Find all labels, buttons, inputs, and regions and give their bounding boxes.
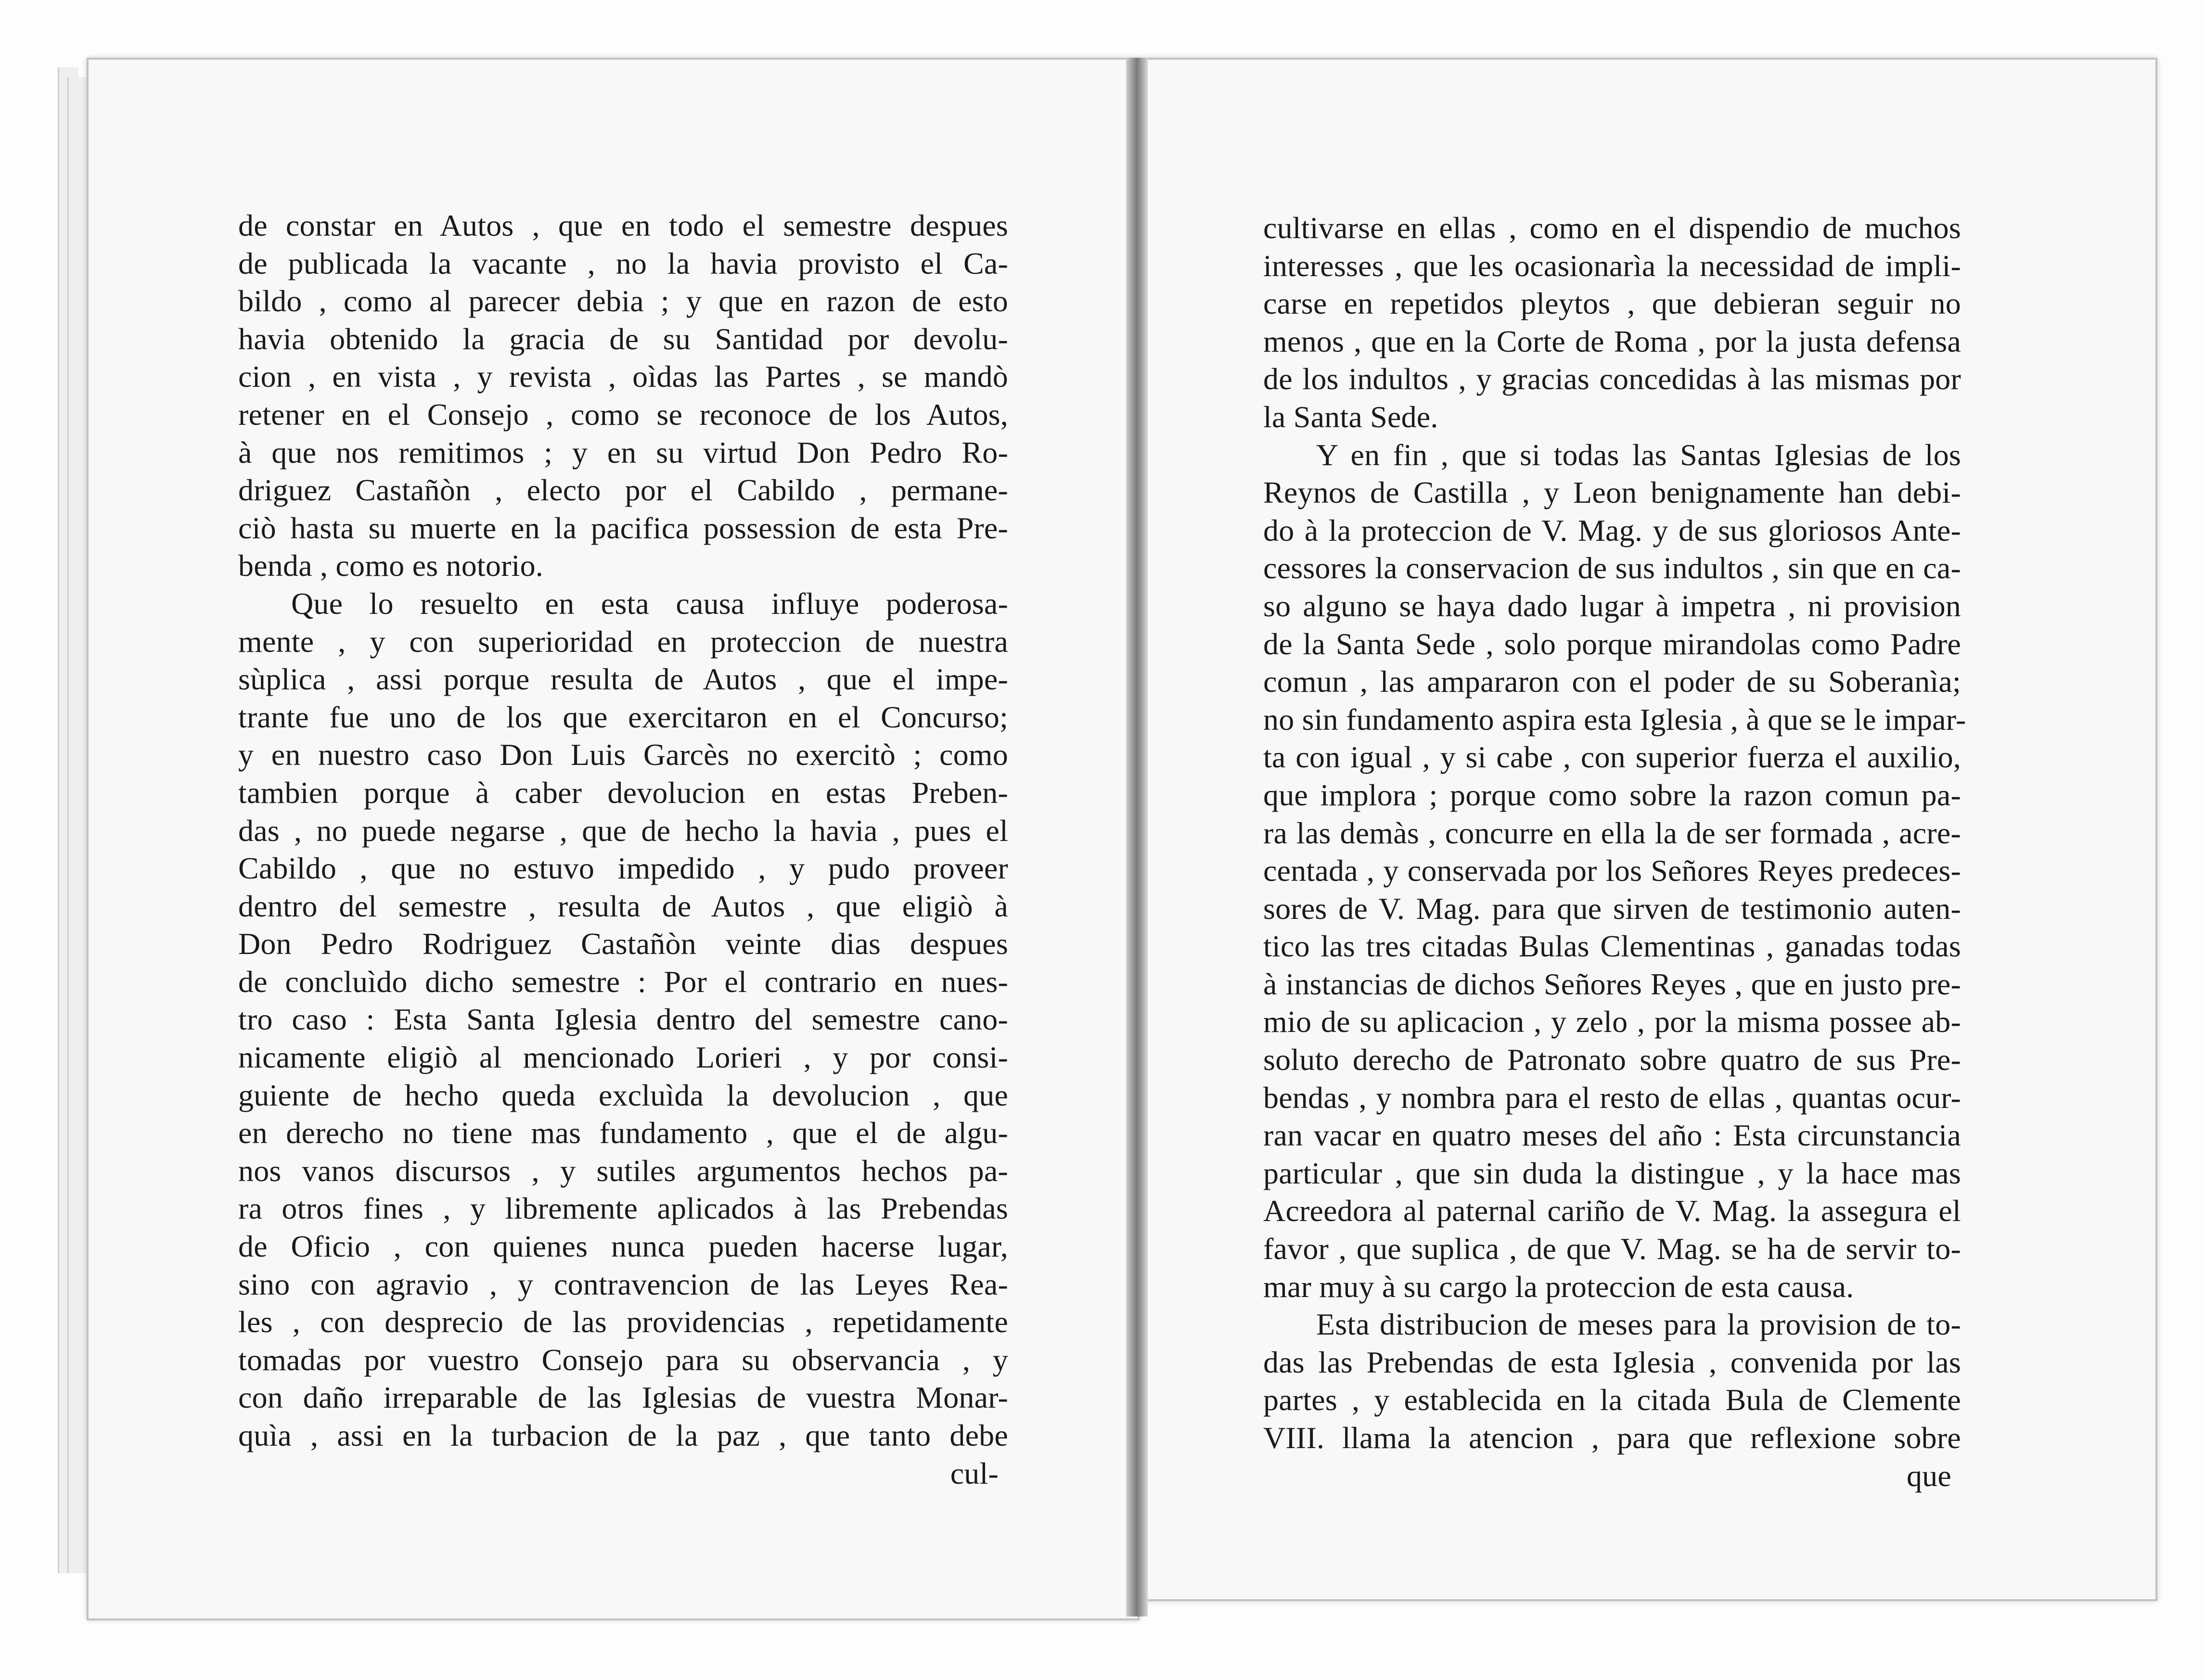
left-page-text xyxy=(238,207,1008,1492)
paragraph-start: Esta distribucion de meses para la provision de to- xyxy=(1316,1307,1961,1342)
text-line: nos vanos discursos , y sutiles argumentos hechos pa- xyxy=(238,1153,1008,1188)
text-line: les , con desprecio de las providencias , repetidamente xyxy=(238,1305,1008,1339)
book-gutter xyxy=(1126,58,1148,1616)
text-line: à que nos remitimos ; y en su virtud Don Pedro Ro- xyxy=(238,435,1008,470)
text-line: havia obtenido la gracia de su Santidad por devolu- xyxy=(238,321,1008,356)
text-line: particular , que sin duda la distingue , y la hace mas xyxy=(1263,1156,1961,1190)
text-line: menos , que en la Corte de Roma , por la justa defensa xyxy=(1263,324,1961,358)
text-line: do à la proteccion de V. Mag. y de sus gloriosos Ante- xyxy=(1263,513,1961,547)
paragraph-start: Que lo resuelto en esta causa influye poderosa- xyxy=(291,586,1008,621)
text-line: tico las tres citadas Bulas Clementinas , ganadas todas xyxy=(1263,929,1961,964)
text-line: interesses , que les ocasionarìa la necessidad de impli- xyxy=(1263,248,1961,283)
text-line: Acreedora al paternal cariño de V. Mag. la assegura el xyxy=(1263,1194,1961,1228)
text-line: tro caso : Esta Santa Iglesia dentro del semestre cano- xyxy=(238,1002,1008,1037)
text-line: guiente de hecho queda excluìda la devolucion , que xyxy=(238,1078,1008,1112)
text-line: favor , que suplica , de que V. Mag. se ha de servir to- xyxy=(1263,1232,1961,1266)
text-line: sores de V. Mag. para que sirven de testimonio auten- xyxy=(1263,891,1961,926)
text-line: VIII. llama la atencion , para que reflexione sobre xyxy=(1263,1421,1961,1455)
text-line: benda , como es notorio. xyxy=(238,548,543,583)
text-line: ra las demàs , concurre en ella la de ser formada , acre- xyxy=(1263,815,1961,850)
text-line: nicamente eligiò al mencionado Lorieri , y por consi- xyxy=(238,1040,1008,1075)
text-line: de concluìdo dicho semestre : Por el contrario en nues- xyxy=(238,964,1008,999)
text-line: so alguno se haya dado lugar à impetra , ni provision xyxy=(1263,588,1961,623)
text-line: partes , y establecida en la citada Bula de Clemente xyxy=(1263,1383,1961,1417)
text-line: mar muy à su cargo la proteccion de esta causa. xyxy=(1263,1269,1854,1304)
text-line: cion , en vista , y revista , oìdas las Partes , se mandò xyxy=(238,359,1008,394)
text-line: trante fue uno de los que exercitaron en el Concurso; xyxy=(238,700,1008,734)
text-line: tomadas por vuestro Consejo para su observancia , y xyxy=(238,1342,1008,1377)
text-line: Cabildo , que no estuvo impedido , y pudo proveer xyxy=(238,851,1008,886)
text-line: de constar en Autos , que en todo el semestre despues xyxy=(238,208,1008,242)
text-line: bendas , y nombra para el resto de ellas , quantas ocur- xyxy=(1263,1080,1961,1115)
text-line: y en nuestro caso Don Luis Garcès no exercitò ; como xyxy=(238,738,1008,772)
text-line: mente , y con superioridad en proteccion de nuestra xyxy=(238,624,1008,659)
catchword: que xyxy=(1906,1458,1951,1493)
text-line: bildo , como al parecer debia ; y que en razon de esto xyxy=(238,284,1008,318)
text-line: ta con igual , y si cabe , con superior fuerza el auxilio, xyxy=(1263,740,1961,775)
text-line: cultivarse en ellas , como en el dispendio de muchos xyxy=(1263,211,1961,245)
leaf-edge xyxy=(67,77,88,1573)
text-line: que implora ; porque como sobre la razon comun pa- xyxy=(1263,777,1961,812)
text-line: centada , y conservada por los Señores Reyes predeces- xyxy=(1263,853,1961,888)
text-line: Reynos de Castilla , y Leon benignamente han debi- xyxy=(1263,475,1961,510)
text-line: de la Santa Sede , solo porque mirandolas como Padre xyxy=(1263,626,1961,661)
text-line: mio de su aplicacion , y zelo , por la misma possee ab- xyxy=(1263,1005,1961,1039)
text-line: de los indultos , y gracias concedidas à las mismas por xyxy=(1263,362,1961,396)
text-line: à instancias de dichos Señores Reyes , que en justo pre- xyxy=(1263,967,1961,1001)
text-line: con daño irreparable de las Iglesias de vuestra Monar- xyxy=(238,1380,1008,1415)
text-line: retener en el Consejo , como se reconoce de los Autos, xyxy=(238,397,1008,432)
text-line: carse en repetidos pleytos , que debieran seguir no xyxy=(1263,286,1961,321)
text-line: quìa , assi en la turbacion de la paz , que tanto debe xyxy=(238,1418,1008,1452)
text-line: ran vacar en quatro meses del año : Esta circunstancia xyxy=(1263,1118,1961,1153)
text-line: sùplica , assi porque resulta de Autos , que el impe- xyxy=(238,662,1008,697)
right-page-text xyxy=(1263,209,1966,1495)
text-line: das las Prebendas de esta Iglesia , convenida por las xyxy=(1263,1345,1961,1379)
paragraph-start: Y en fin , que si todas las Santas Iglesias de los xyxy=(1316,437,1961,472)
text-line: driguez Castañòn , electo por el Cabildo , permane- xyxy=(238,473,1008,508)
text-line: ra otros fines , y libremente aplicados à las Prebendas xyxy=(238,1191,1008,1226)
text-line: comun , las ampararon con el poder de su Soberanìa; xyxy=(1263,664,1961,699)
text-line: de publicada la vacante , no la havia provisto el Ca- xyxy=(238,246,1008,280)
catchword: cul- xyxy=(950,1456,999,1490)
text-line: das , no puede negarse , que de hecho la havia , pues el xyxy=(238,813,1008,848)
text-line: tambien porque à caber devolucion en estas Preben- xyxy=(238,775,1008,810)
text-line: no sin fundamento aspira esta Iglesia , à que se le impar- xyxy=(1263,702,1966,737)
text-line: cessores la conservacion de sus indultos , sin que en ca- xyxy=(1263,551,1961,585)
text-line: de Oficio , con quienes nunca pueden hacerse lugar, xyxy=(238,1229,1008,1264)
text-line: sino con agravio , y contravencion de las Leyes Rea- xyxy=(238,1267,1008,1301)
text-line: Don Pedro Rodriguez Castañòn veinte dias despues xyxy=(238,927,1008,961)
text-line: dentro del semestre , resulta de Autos , que eligiò à xyxy=(238,889,1008,923)
text-line: ciò hasta su muerte en la pacifica possession de esta Pre- xyxy=(238,510,1008,545)
text-line: en derecho no tiene mas fundamento , que el de algu- xyxy=(238,1116,1008,1150)
text-line: la Santa Sede. xyxy=(1263,399,1438,434)
text-line: soluto derecho de Patronato sobre quatro de sus Pre- xyxy=(1263,1043,1961,1077)
